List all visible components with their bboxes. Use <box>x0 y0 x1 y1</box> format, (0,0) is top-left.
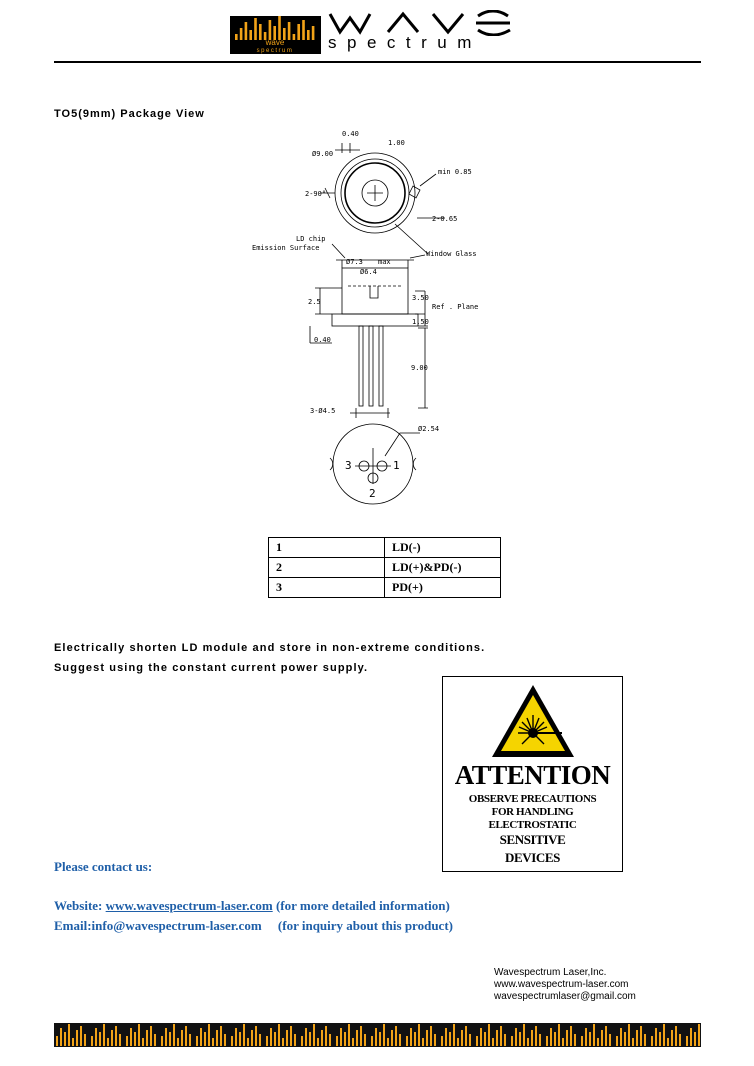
footer-bar-segment <box>185 1026 187 1046</box>
label-ref-plane: Ref . Plane <box>432 303 479 311</box>
footer-bar-segment <box>64 1032 66 1046</box>
footer-bar-segment <box>531 1030 533 1046</box>
dim-d254: Ø2.54 <box>418 425 440 433</box>
logo-bar <box>245 22 248 40</box>
footer-bar-segment <box>196 1036 198 1046</box>
footer-bar-segment <box>644 1034 646 1046</box>
footer-bar-segment <box>130 1028 132 1046</box>
warning-line: SENSITIVE <box>499 832 566 847</box>
footer-bar-segment <box>694 1032 696 1046</box>
footer-bar-segment <box>667 1038 669 1046</box>
table-row <box>269 578 501 598</box>
pin-1-label: 1 <box>393 459 400 472</box>
warning-line: OBSERVE PRECAUTIONS <box>468 793 597 805</box>
logo-bar <box>302 20 305 40</box>
footer-bar-segment <box>344 1032 346 1046</box>
footer-bar-segment <box>671 1030 673 1046</box>
brand-sub: spectrum <box>328 33 482 52</box>
footer-bar-segment <box>476 1036 478 1046</box>
footer-bar-segment <box>352 1038 354 1046</box>
footer-bar-segment <box>60 1028 62 1046</box>
website-line <box>54 898 450 914</box>
pin-3-label: 3 <box>345 459 352 472</box>
footer-bar-segment <box>251 1030 253 1046</box>
footer-bar-segment <box>204 1032 206 1046</box>
logo-bar <box>288 22 291 40</box>
contact-heading: Please contact us: <box>54 859 153 874</box>
footer-bar-segment <box>395 1026 397 1046</box>
footer-bar-segment <box>418 1024 420 1046</box>
website-label: Website: <box>54 898 103 913</box>
footer-bar-segment <box>480 1028 482 1046</box>
footer-bar-segment <box>511 1036 513 1046</box>
footer-bar-segment <box>235 1028 237 1046</box>
logo-bar <box>293 34 296 40</box>
footer-bar-segment <box>457 1038 459 1046</box>
footer-bar-segment <box>628 1024 630 1046</box>
footer-bar-segment <box>492 1038 494 1046</box>
footer-bar-segment <box>527 1038 529 1046</box>
footer-bar-segment <box>181 1030 183 1046</box>
footer-bar-segment <box>290 1026 292 1046</box>
footer-bar-segment <box>286 1030 288 1046</box>
footer-bar-segment <box>410 1028 412 1046</box>
footer-bar-segment <box>469 1034 471 1046</box>
footer-bar-segment <box>500 1026 502 1046</box>
footer-bar-segment <box>461 1030 463 1046</box>
footer-bar-segment <box>430 1026 432 1046</box>
footer-bar-segment <box>616 1036 618 1046</box>
table-row <box>269 558 501 578</box>
footer-bar-segment <box>317 1038 319 1046</box>
package-drawing <box>250 128 510 513</box>
footer-bar-segment <box>581 1036 583 1046</box>
footer-bar-segment <box>169 1032 171 1046</box>
dim-9: 9.00 <box>411 364 428 372</box>
footer-bar-segment <box>441 1036 443 1046</box>
footer-bar-segment <box>422 1038 424 1046</box>
waveform-logo-icon <box>230 16 321 54</box>
label-window: Window Glass <box>426 250 477 258</box>
pin-function: LD(-) <box>385 538 501 558</box>
footer-bar-segment <box>597 1038 599 1046</box>
footer-bar-segment <box>76 1030 78 1046</box>
warning-line: DEVICES <box>505 850 560 865</box>
footer-bar-segment <box>348 1024 350 1046</box>
footer-bar-segment <box>165 1028 167 1046</box>
table-row <box>269 538 501 558</box>
footer-bar-segment <box>523 1024 525 1046</box>
footer-bar-segment <box>574 1034 576 1046</box>
website-link[interactable]: www.wavespectrum-laser.com <box>105 898 273 913</box>
footer-bar-segment <box>200 1028 202 1046</box>
footer-bar-segment <box>95 1028 97 1046</box>
dim-max: max <box>378 258 391 266</box>
warning-heading: ATTENTION <box>454 760 611 790</box>
logo-bar <box>259 24 262 40</box>
footer-bar-segment <box>426 1030 428 1046</box>
footer-bar-segment <box>138 1024 140 1046</box>
footer-bar-segment <box>243 1024 245 1046</box>
dim-150: 1.50 <box>412 318 429 326</box>
dim-d900: Ø9.00 <box>312 150 334 158</box>
footer-bar-segment <box>399 1034 401 1046</box>
warning-line: ELECTROSTATIC <box>488 819 577 831</box>
footer-bar-segment <box>519 1032 521 1046</box>
dim-min085: min 0.85 <box>438 168 472 176</box>
footer-bar-segment <box>224 1034 226 1046</box>
footer-bar-segment <box>659 1032 661 1046</box>
footer-bar-segment <box>546 1036 548 1046</box>
footer-bar-segment <box>406 1036 408 1046</box>
footer-bar-segment <box>636 1030 638 1046</box>
footer-bar-segment <box>445 1028 447 1046</box>
pin-number: 2 <box>269 558 385 578</box>
company-website: www.wavespectrum-laser.com <box>494 979 629 990</box>
footer-bar-segment <box>496 1030 498 1046</box>
email-text[interactable]: Email:info@wavespectrum-laser.com <box>54 918 262 933</box>
footer-bar-segment <box>360 1026 362 1046</box>
footer-bar-segment <box>655 1028 657 1046</box>
footer-bar-segment <box>558 1024 560 1046</box>
footer-bar-segment <box>414 1032 416 1046</box>
footer-bar-segment <box>589 1032 591 1046</box>
footer-bar-segment <box>651 1036 653 1046</box>
footer-bar-segment <box>632 1038 634 1046</box>
footer-bar-segment <box>150 1026 152 1046</box>
footer-bar-segment <box>212 1038 214 1046</box>
footer-bar-segment <box>189 1034 191 1046</box>
footer-bar-segment <box>146 1030 148 1046</box>
footer-bar-segment <box>379 1032 381 1046</box>
logo-inner-top: wave <box>265 38 285 47</box>
footer-bar-segment <box>80 1026 82 1046</box>
footer-bar-segment <box>449 1032 451 1046</box>
footer-bar-segment <box>142 1038 144 1046</box>
footer-bar-segment <box>453 1024 455 1046</box>
footer-bar-segment <box>383 1024 385 1046</box>
footer-bar-segment <box>270 1028 272 1046</box>
company-email: wavespectrumlaser@gmail.com <box>494 991 636 1002</box>
pin-function: PD(+) <box>385 578 501 598</box>
footer-bar-segment <box>391 1030 393 1046</box>
footer-bar-segment <box>56 1036 58 1046</box>
footer-bar-segment <box>208 1024 210 1046</box>
footer-bar-segment <box>675 1026 677 1046</box>
brand-top: wave <box>328 10 331 11</box>
footer-bar-segment <box>321 1030 323 1046</box>
footer-bar-segment <box>305 1028 307 1046</box>
pin-number: 3 <box>269 578 385 598</box>
logo-bar <box>269 20 272 40</box>
footer-bar-segment <box>620 1028 622 1046</box>
footer-bar-segment <box>387 1038 389 1046</box>
footer-bar-segment <box>554 1032 556 1046</box>
footer-bar-segment <box>570 1026 572 1046</box>
footer-bar-segment <box>173 1024 175 1046</box>
handling-note: Electrically shorten LD module and store in non-extreme conditions. <box>54 642 486 654</box>
footer-bar-segment <box>111 1030 113 1046</box>
logo-inner-sub: spectrum <box>256 48 294 54</box>
dim-d73: Ø7.3 <box>346 258 363 266</box>
footer-bar-segment <box>375 1028 377 1046</box>
dim-065: 2-0.65 <box>432 215 458 223</box>
dim-040-top: 0.40 <box>342 130 359 138</box>
laser-warning-triangle-icon <box>490 683 576 759</box>
label-ld-chip: LD chip <box>296 235 326 243</box>
footer-bar-segment <box>336 1036 338 1046</box>
logo-icon <box>230 16 321 54</box>
header-divider <box>54 61 701 63</box>
footer-bar-segment <box>259 1034 261 1046</box>
website-note: (for more detailed information) <box>275 898 450 913</box>
footer-bar-segment <box>103 1024 105 1046</box>
footer-bar-segment <box>266 1036 268 1046</box>
warning-line: FOR HANDLING <box>491 806 574 818</box>
footer-bar-segment <box>640 1026 642 1046</box>
footer-bar-segment <box>309 1032 311 1046</box>
footer-bar-segment <box>282 1038 284 1046</box>
footer-bar-segment <box>679 1034 681 1046</box>
footer-bar-segment <box>99 1032 101 1046</box>
pin-function: LD(+)&PD(-) <box>385 558 501 578</box>
footer-bar-segment <box>624 1032 626 1046</box>
dim-angle: 2-90° <box>305 190 327 198</box>
footer-bar-segment <box>515 1028 517 1046</box>
footer-bar-segment <box>601 1030 603 1046</box>
footer-bar-segment <box>247 1038 249 1046</box>
footer-bar-segment <box>107 1038 109 1046</box>
dim-350: 3.50 <box>412 294 429 302</box>
footer-bar-segment <box>216 1030 218 1046</box>
footer-bar-segment <box>371 1036 373 1046</box>
dim-25: 2.5 <box>308 298 321 306</box>
footer-bar-segment <box>119 1034 121 1046</box>
footer-bar-segment <box>84 1034 86 1046</box>
footer-bar-segment <box>566 1030 568 1046</box>
footer-bar-segment <box>301 1036 303 1046</box>
footer-bar-segment <box>239 1032 241 1046</box>
footer-bar-segment <box>364 1034 366 1046</box>
logo-bar <box>249 30 252 40</box>
dim-d64: Ø6.4 <box>360 268 377 276</box>
footer-bar-segment <box>609 1034 611 1046</box>
label-emission: Emission Surface <box>252 244 320 252</box>
footer-bar-segment <box>465 1026 467 1046</box>
footer-bar-segment <box>154 1034 156 1046</box>
footer-bar-segment <box>686 1036 688 1046</box>
footer-bar-segment <box>231 1036 233 1046</box>
logo-bar <box>278 16 281 40</box>
footer-bar-segment <box>134 1032 136 1046</box>
footer-bar-segment <box>340 1028 342 1046</box>
pin-table <box>268 537 501 598</box>
footer-bar-segment <box>325 1026 327 1046</box>
footer-bar-segment <box>663 1024 665 1046</box>
footer-bar-segment <box>539 1034 541 1046</box>
footer-bar-segment <box>274 1032 276 1046</box>
footer-bar-segment <box>255 1026 257 1046</box>
logo-bar <box>235 34 238 40</box>
footer-bar-segment <box>605 1026 607 1046</box>
footer-bar-segment <box>72 1038 74 1046</box>
logo-bar <box>240 28 243 40</box>
footer-bar-segment <box>434 1034 436 1046</box>
footer-bar-segment <box>504 1034 506 1046</box>
footer-bar-segment <box>294 1034 296 1046</box>
footer-bar-segment <box>585 1028 587 1046</box>
footer-bar-segment <box>698 1024 700 1046</box>
footer-bar-segment <box>593 1024 595 1046</box>
company-name: Wavespectrum Laser,Inc. <box>494 967 607 978</box>
footer-bar-segment <box>278 1024 280 1046</box>
pin-2-label: 2 <box>369 487 376 500</box>
footer-bar-segment <box>535 1026 537 1046</box>
logo-bar <box>297 24 300 40</box>
footer-bar-segment <box>313 1024 315 1046</box>
footer-bar-segment <box>126 1036 128 1046</box>
logo-bar <box>312 26 315 40</box>
footer-bar-segment <box>220 1026 222 1046</box>
footer-bar-segment <box>550 1028 552 1046</box>
footer-bar-segment <box>329 1034 331 1046</box>
power-supply-note: Suggest using the constant current power supply. <box>54 662 369 674</box>
package-title: TO5(9mm) Package View <box>54 108 205 120</box>
dim-d45: 3-Ø4.5 <box>310 407 336 415</box>
footer-bar-segment <box>177 1038 179 1046</box>
dim-040-bottom: 0.40 <box>314 336 331 344</box>
footer-bar-segment <box>690 1028 692 1046</box>
logo-bar <box>254 18 257 40</box>
footer-waveform-bar <box>54 1023 701 1047</box>
logo-bar <box>307 30 310 40</box>
footer-bar-segment <box>115 1026 117 1046</box>
email-note: (for inquiry about this product) <box>277 918 453 933</box>
footer-bar-segment <box>68 1024 70 1046</box>
footer-bar-segment <box>356 1030 358 1046</box>
footer-bar-segment <box>161 1036 163 1046</box>
pin-number: 1 <box>269 538 385 558</box>
dim-100: 1.00 <box>388 139 405 147</box>
email-line <box>54 918 453 934</box>
footer-bar-segment <box>488 1024 490 1046</box>
footer-bar-segment <box>91 1036 93 1046</box>
footer-bar-segment <box>484 1032 486 1046</box>
footer-bar-segment <box>562 1038 564 1046</box>
